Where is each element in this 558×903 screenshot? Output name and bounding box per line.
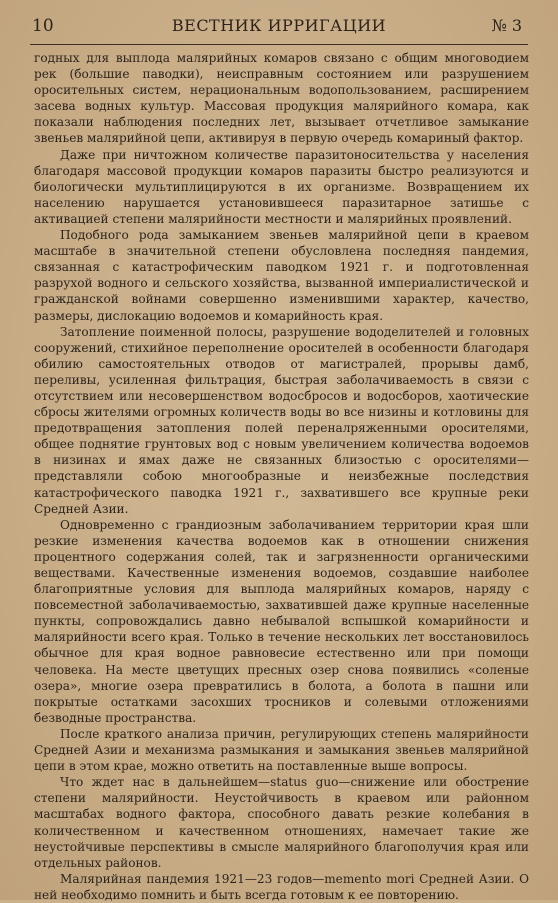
paragraph: Подобного рода замыканием звеньев малярийной цепи в краевом масштабе в значительной степени обусловлена последняя пандемия, связанная с катастрофическим паводком 1921 г. и подготовленная разрухой водного и сельского хозяйства, вызванной империалистической и гражданской войнами совершенно изменившими характер, качество, размеры, дислокацию водоемов и комарийность края. <box>34 228 529 323</box>
paragraph: После краткого анализа причин, регулирующих степень малярийности Средней Азии и механизма размыкания и замыкания звеньев малярийной цепи в этом крае, можно ответить на поставленные выше вопросы. <box>34 726 529 774</box>
paragraph: годных для выплода малярийных комаров связано с общим многоводием рек (большие паводки), неисправным состоянием или разрушением оросительных систем, нерациональным водопользованием, расширением засева водных культур. Массовая продукция малярийного комара, как показали наблюдения последних лет, вызывает отчетливое замыкание звеньев малярийной цепи, активируя в первую очередь комариный фактор. <box>34 51 529 146</box>
journal-title: ВЕСТНИК ИРРИГАЦИИ <box>171 16 387 35</box>
paragraph: Затопление поименной полосы, разрушение вододелителей и головных сооружений, стихийное переполнение оросителей в особенности благодаря обилию самостоятельных отводов от магистралей, прорывы дамб, переливы, усиленная фильтрация, быстрая заболачиваемость в связи с отсутствием или несовершенством водосбросов и водосборов, хаотические сбросы жителями огромных количеств воды во все низины и котловины для предотвращения затопления полей переналряженными оросителями, общее поднятие грунтовых вод с новым увеличением количества водоемов в низинах и ямах даже не связанных близостью с оросителями—представляли собою многообразные и неизбежные последствия катастрофического паводка 1921 г., захватившего все крупные реки Средней Азии. <box>34 324 529 516</box>
paragraph: Малярийная пандемия 1921—23 годов—memento mori Средней Азии. О ней необходимо помнить и быть всегда готовым к ее повторению. <box>34 871 529 902</box>
paragraph: Даже при ничтожном количестве паразитоносительства у населения благодаря массовой продукции комаров паразиты быстро реализуются и биологически мультиплицируются в их организме. Возвращением их населению нарушается установившееся паразитарное затишье с активацией степени малярийности местности и малярийных проявлений. <box>34 147 529 226</box>
page-number: 10 <box>32 16 54 36</box>
page-header <box>30 14 528 45</box>
paragraph: Одновременно с грандиозным заболачиванием территории края шли резкие изменения качества водоемов как в отношении снижения процентного содержания солей, так и загрязненности органическими веществами. Качественные изменения водоемов, создавшие наиболее благоприятные условия для выплода малярийных комаров, наряду с повсеместной заболачиваемостью, захватившей даже крупные населенные пункты, сопровождались давно небывалой вспышкой комарийности и малярийности всего края. Только в течение нескольких лет восстановилось обычное для края водное равновесие естественно или при помощи человека. На месте цветущих пресных озер снова появились «соленые озера», многие озера превратились в болота, а болота в пашни или покрытые остатками засохших тросников и солевыми отложениями безводные пространства. <box>34 517 529 725</box>
issue-number: № 3 <box>491 16 522 35</box>
paragraph: Что ждет нас в дальнейшем—status guo—снижение или обострение степени малярийности. Неустойчивость в краевом или районном масштабах водного фактора, способного давать резкие колебания в количественном и качественном отношениях, намечает такие же неустойчивые перспективы в смысле малярийного благополучия края или отдельных районов. <box>34 775 529 870</box>
article-body <box>34 50 529 903</box>
